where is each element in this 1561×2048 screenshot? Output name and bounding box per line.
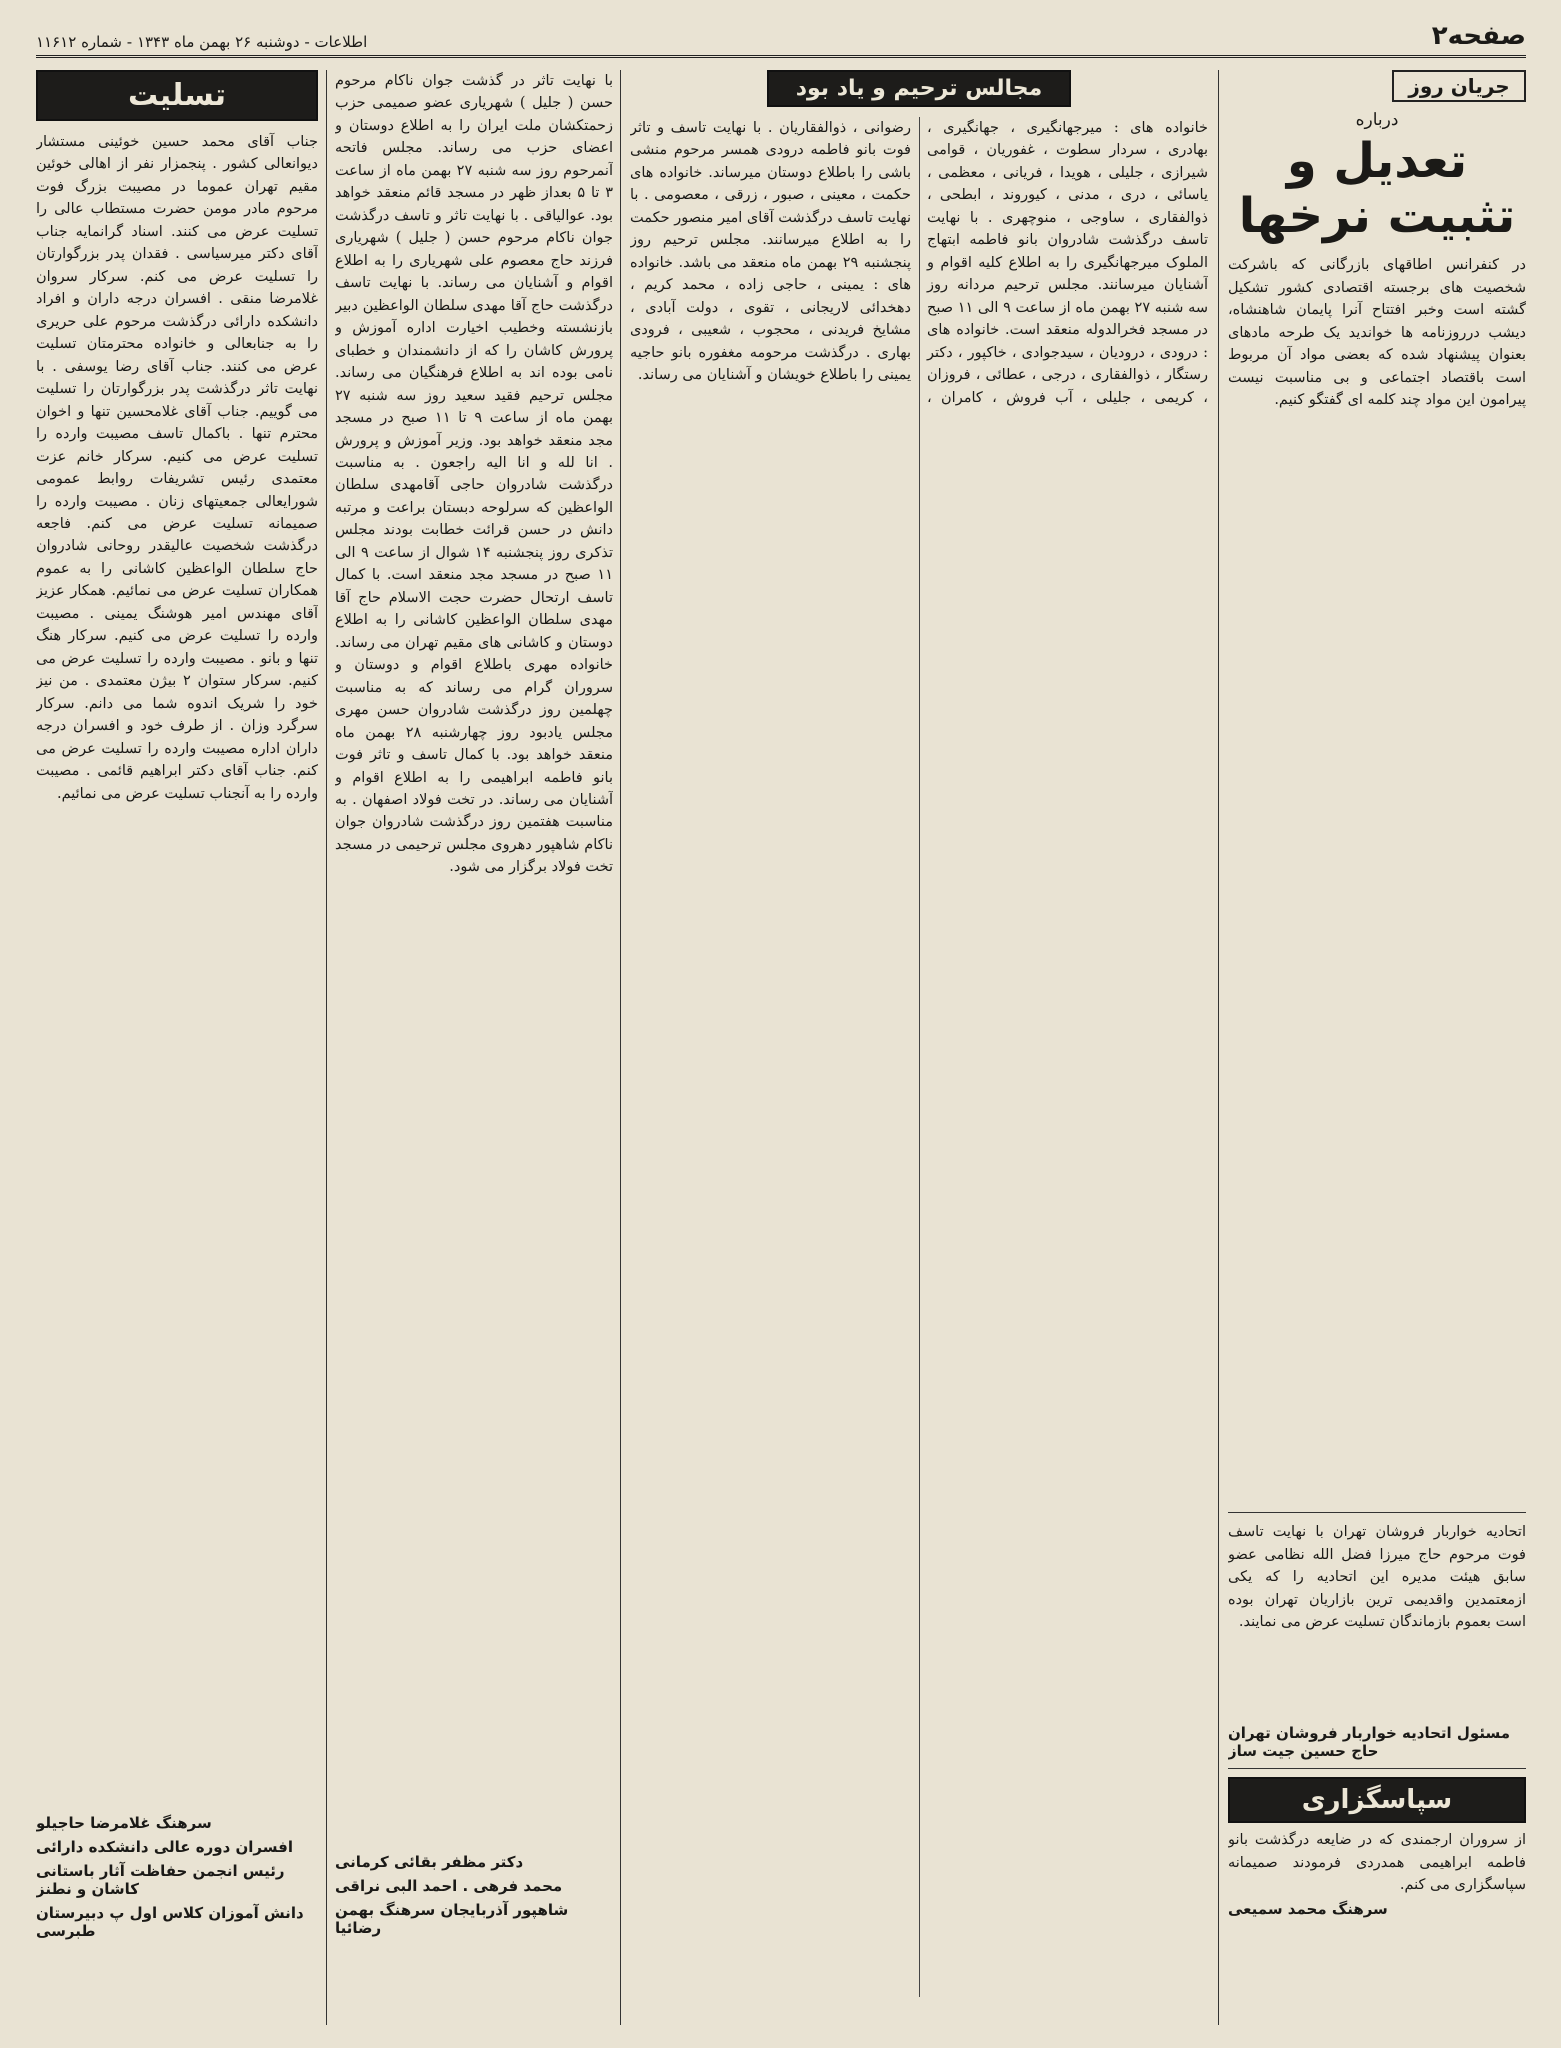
divider: [1228, 1768, 1526, 1769]
column-separator: [1218, 70, 1219, 2025]
thanks-body: از سروران ارجمندی که در ضایعه درگذشت بانو فاطمه ابراهیمی همدردی فرمودند صمیمانه سپاسگزاری می کنم.: [1228, 1832, 1526, 1894]
center-signature-3: شاهپور آذربایجان سرهنگ بهمن رضائیا: [335, 1901, 569, 1937]
column-separator: [326, 70, 327, 2025]
memorial-body: خانواده های : میرجهانگیری ، جهانگیری ، بهادری ، سردار سطوت ، غفوریان ، قوامی شیرازی ، جلیلی ، هویدا ، فریانی ، معظمی ، یاسائی ، دری ، مدنی ، کیوروند ، ابطحی ، ذوالفقاری ، ساوجی ، منوچهری . با نهایت تاسف درگذشت شادروان بانو فاطمه ابتهاج الملوک میرجهانگیری را به اطلاع کلیه اقوام و آشنایان میرسانند. مجلس ترحیم مردانه روز سه شنبه ۲۷ بهمن ماه از ساعت ۹ الی ۱۱ صبح در مسجد فخرالدوله منعقد است. خانواده های : درودی ، درودیان ، سیدجوادی ، خاکپور ، دکتر رستگار ، ذوالفقاری ، درجی ، عطائی ، فروزان ، کریمی ، جلیلی ، آب فروش ، کامران ، رضوانی ، ذوالفقاریان . با نهایت تاسف و تاثر فوت بانو فاطمه درودی همسر مرحوم منشی باشی را باطلاع دوستان میرساند. خانواده های حکمت ، معینی ، صبور ، زرقی ، معصومی . با نهایت تاسف درگذشت آقای امیر منصور حکمت را به اطلاع میرسانند. مجلس ترحیم روز پنجشنبه ۲۹ بهمن ماه منعقد می باشد. خانواده های : یمینی ، حاجی زاده ، محمد کریم ، دهخدائی لاریجانی ، تقوی ، دولت آبادی ، مشایخ فریدنی ، محجوب ، شعیبی ، فرودی بهاری . درگذشت مرحومه مغفوره بانو حاجیه یمینی را باطلاع خویشان و آشنایان می رساند.: [630, 120, 1208, 406]
center-signature-2: محمد فرهی . احمد البی نراقی: [335, 1877, 563, 1895]
issue-date-line: اطلاعات - دوشنبه ۲۶ بهمن ماه ۱۳۴۳ - شماره ۱۱۶۱۲: [36, 33, 368, 51]
condolence-signature-3: رئیس انجمن حفاظت آثار باستانی کاشان و نطنز: [36, 1862, 285, 1898]
column-separator: [620, 70, 621, 2025]
condolence-signature-1: سرهنگ غلامرضا حاجیلو: [36, 1814, 212, 1832]
thanks-signature: سرهنگ محمد سمیعی: [1228, 1899, 1388, 1918]
column-condolences: [36, 70, 318, 2025]
center-body: با نهایت تاثر در گذشت جوان ناکام مرحوم حسن ( جلیل ) شهریاری عضو صمیمی حزب زحمتکشان ملت ایران را به اطلاع دوستان و اعضای حزب می رساند. مجلس فاتحه آنمرحوم روز سه شنبه ۲۷ بهمن ماه از ساعت ۳ تا ۵ بعداز ظهر در مسجد قائم منعقد خواهد بود. عوالیاقی . با نهایت تاثر و تاسف درگذشت جوان ناکام مرحوم حسن ( جلیل ) شهریاری فرزند حاج معصوم علی شهریاری را به اطلاع اقوام و آشنایان می رساند. با نهایت تاسف درگذشت حاج آقا مهدی سلطان الواعظین دبیر بازنشسته وخطیب اخیارت اداره آموزش و پرورش کاشان را که از دانشمندان و خطبای نامی بوده اند به اطلاع فرهنگیان می رساند. مجلس ترحیم فقید سعید روز سه شنبه ۲۷ بهمن ماه از ساعت ۹ تا ۱۱ صبح در مسجد مجد منعقد خواهد بود. وزیر آموزش و پرورش . انا لله و انا الیه راجعون . به مناسبت درگذشت شادروان حاجی آقامهدی سلطان الواعظین که سرلوحه دبستان براعت و مرتبه دانش در حسن قرائت خطابت بودند مجلس تذکری روز پنجشنبه ۱۴ شوال از ساعت ۹ الی ۱۱ صبح در مسجد مجد منعقد است. با کمال تاسف ارتحال حضرت حجت الاسلام حاج آقا مهدی سلطان الواعظین کاشانی را به اطلاع دوستان و کاشانی های مقیم تهران می رساند. خانواده مهری باطلاع اقوام و دوستان و سروران گرام می رساند که به مناسبت چهلمین روز درگذشت شادروان حسن مهری مجلس یادبود روز چهارشنبه ۲۸ بهمن ماه منعقد خواهد بود. با کمال تاسف و تاثر فوت بانو فاطمه ابراهیمی را به اطلاع اقوام و آشنایان می رساند. در تخت فولاد اصفهان . به مناسبت هفتمین روز درگذشت شادروان جوان ناکام شاهپور دهروی مجلس ترحیمی در مسجد تخت فولاد برگزار می شود.: [335, 73, 613, 876]
thanks-banner: سپاسگزاری: [1228, 1777, 1526, 1823]
center-signature-1: دکتر مظفر بقائی کرمانی: [335, 1853, 524, 1871]
editorial-body: در کنفرانس اطاقهای بازرگانی که باشرکت شخصیت های برجسته اقتصادی کشور تشکیل گشته است وخبر افتتاح آنرا پایمان شاهنشاه، دیشب درروزنامه ها خواندید یک طرحه مادهای بعنوان پیشنهاد شده که بعضی مواد آن مربوط است باقتصاد اجتماعی و بی مناسبت نیست پیرامون این مواد چند کلمه ای گفتگو کنیم.: [1228, 257, 1526, 409]
condolence-signature-4: دانش آموزان کلاس اول پ دبیرستان طبرسی: [36, 1904, 304, 1940]
condolence-body: جناب آقای محمد حسین خوئینی مستشار دیوانعالی کشور . پنجمزار نفر از اهالی خوئین مقیم تهران عموما در مصیبت بزرگ فوت مرحوم مادر مومن حضرت مستطاب عالی را تسلیت عرض می کنند. اسناد گرانمایه جناب آقای دکتر میرسیاسی . فقدان پدر بزرگوارتان را تسلیت عرض می کنم. سرکار سروان غلامرضا منقی . افسران درجه داران و افراد دانشکده دارائی درگذشت مرحوم علی حریری را به جنابعالی و خانواده محترمتان تسلیت عرض می کنند. جناب آقای رضا یوسفی . با نهایت تاثر درگذشت پدر بزرگوارتان را تسلیت می گوییم. جناب آقای غلامحسین تنها و اخوان محترم تنها . باکمال تاسف مصیبت وارده را تسلیت عرض می کنیم. سرکار خانم عزت معتمدی رئیس تشریفات روابط عمومی شورایعالی جمعیتهای زنان . مصیبت وارده را صمیمانه تسلیت عرض می کنم. فاجعه درگذشت شخصیت عالیقدر روحانی شادروان حاج سلطان الواعظین کاشانی را به عموم همکاران تسلیت عرض می نمائیم. همکار عزیز آقای مهندس امیر هوشنگ یمینی . مصیبت وارده را تسلیت عرض می کنیم. سرکار هنگ تنها و بانو . مصیبت وارده را تسلیت عرض می کنیم. سرکار ستوان ۲ بیژن معتمدی . من نیز خود را شریک اندوه شما می دانم. سرکار سرگرد وزان . از طرف خود و افسران درجه داران اداره مصیبت وارده را تسلیت عرض می کنم. جناب آقای دکتر ابراهیم قائمی . مصیبت وارده را به آنجناب تسلیت عرض می نمائیم.: [36, 134, 318, 802]
column-editorial: [1228, 70, 1526, 2025]
guild-notice-body: اتحادیه خواربار فروشان تهران با نهایت تاسف فوت مرحوم حاج میرزا فضل الله نظامی عضو سابق هیئت مدیره این اتحادیه را که یکی ازمعتمدین واقدیمی ترین بازاریان تهران بوده است بعموم بازماندگان تسلیت عرض می نمایند.: [1228, 1524, 1526, 1631]
editorial-headline: تعدیل و تثبیت نرخها: [1238, 133, 1516, 245]
column-center: [335, 70, 613, 2025]
condolence-signature-2: افسران دوره عالی دانشکده دارائی: [36, 1838, 293, 1856]
column-memorials: [630, 70, 1208, 2025]
editorial-kicker: درباره: [1355, 110, 1399, 130]
memorial-banner: مجالس ترحیم و یاد بود: [767, 70, 1071, 107]
condolence-banner: تسلیت: [36, 70, 318, 121]
divider: [1228, 1512, 1526, 1513]
page-number-label: صفحه۲: [1431, 21, 1526, 51]
guild-notice-signature: مسئول اتحادیه خواربار فروشان تهران حاج حسین جیت ساز: [1228, 1724, 1510, 1761]
masthead: [36, 21, 1526, 58]
section-label-box: جریان روز: [1392, 70, 1526, 102]
